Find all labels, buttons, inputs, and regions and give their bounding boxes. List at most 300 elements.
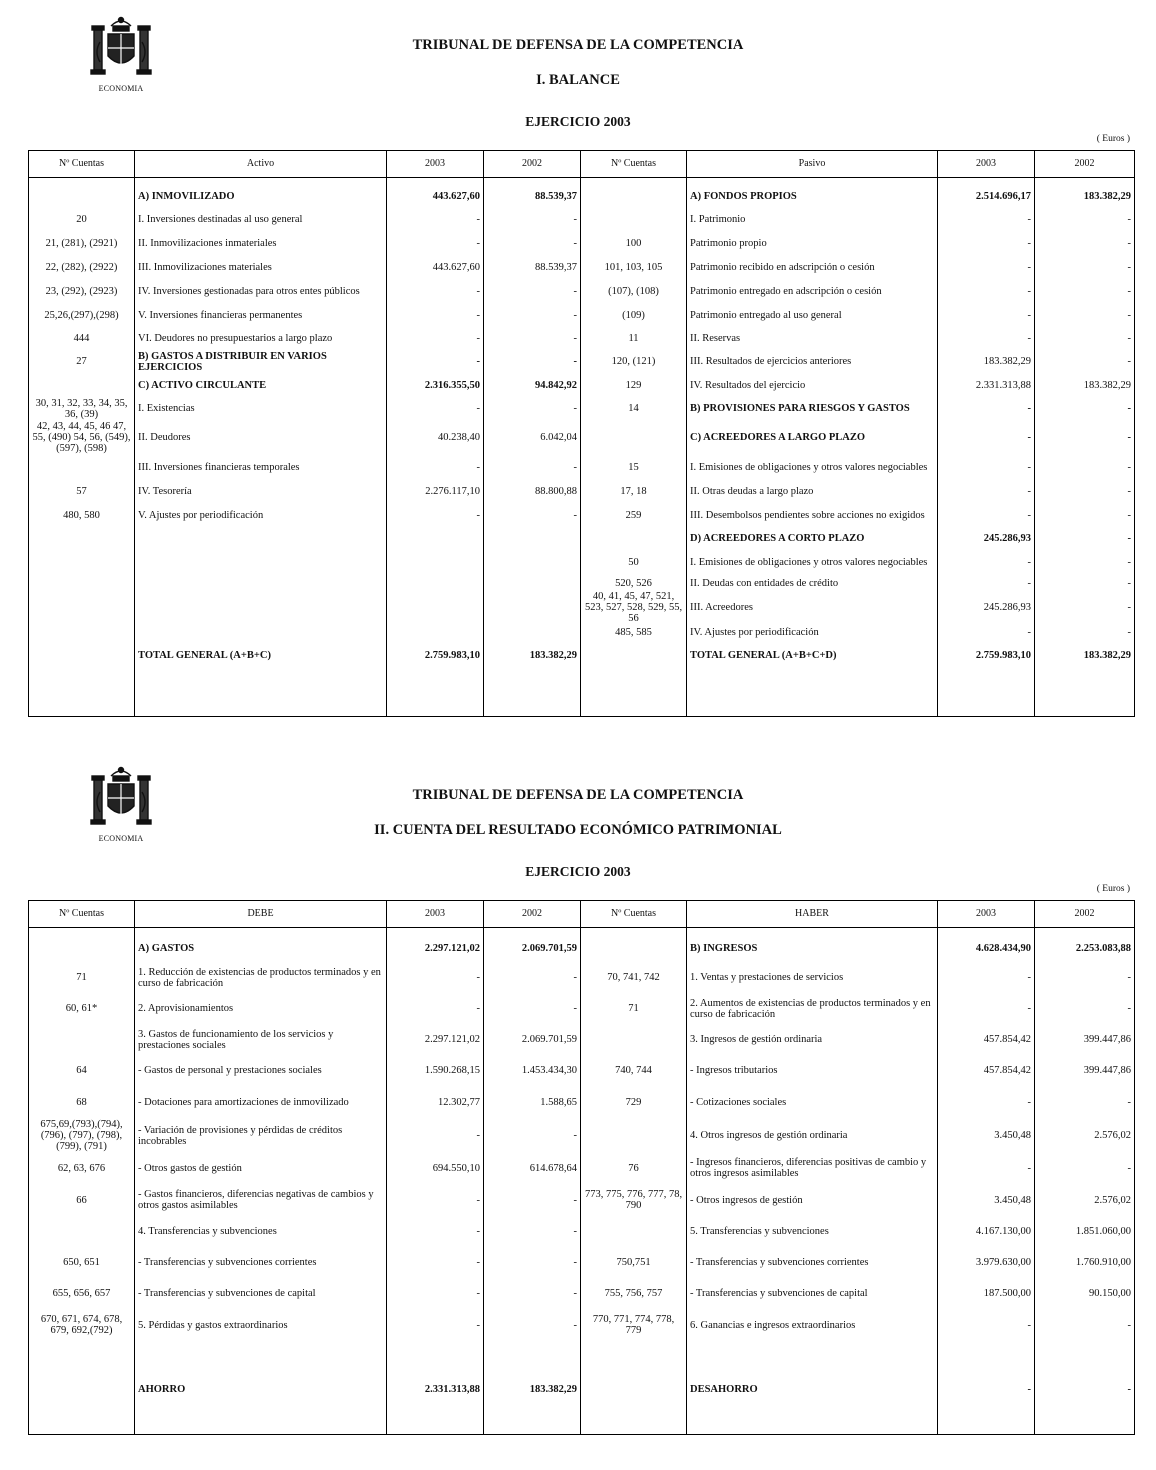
col-header-pasivo-2003: 2003 [938, 151, 1035, 178]
table-row [29, 480, 1135, 502]
account-code-left [29, 1216, 135, 1246]
table-row [29, 624, 1135, 640]
line-item-left: II. Deudores [135, 421, 387, 454]
amount-right-2002: 183.382,29 [1035, 640, 1135, 670]
amount-right-2002: - [1035, 548, 1135, 576]
spacer-cell [29, 670, 135, 717]
fiscal-year: EJERCICIO 2003 [525, 864, 631, 879]
spacer-cell [29, 928, 135, 937]
amount-right-2002: 399.447,86 [1035, 1056, 1135, 1086]
ministry-caption: ECONOMIA [98, 834, 144, 843]
table-row [29, 548, 1135, 576]
line-item-right: III. Desembolsos pendientes sobre acciones no exigidos [687, 502, 938, 528]
income-statement-body [29, 928, 1135, 1435]
amount-right-2003: 2.331.313,88 [938, 374, 1035, 397]
amount-left-2003: - [387, 1119, 484, 1152]
amount-right-2002: - [1035, 994, 1135, 1024]
spacer-cell [387, 178, 484, 187]
account-code-right: 755, 756, 757 [581, 1278, 687, 1308]
account-code-left: 650, 651 [29, 1246, 135, 1278]
amount-left-2003: 2.331.313,88 [387, 1372, 484, 1406]
account-code-right: 259 [581, 502, 687, 528]
amount-left-2002 [484, 1342, 581, 1372]
line-item-right: IV. Resultados del ejercicio [687, 374, 938, 397]
account-code-right: 773, 775, 776, 777, 78, 790 [581, 1184, 687, 1216]
account-code-right [581, 1119, 687, 1152]
account-code-right: 129 [581, 374, 687, 397]
line-item-left: C) ACTIVO CIRCULANTE [135, 374, 387, 397]
amount-right-2003: 4.628.434,90 [938, 936, 1035, 962]
account-code-left: 670, 671, 674, 678, 679, 692,(792) [29, 1308, 135, 1342]
amount-right-2003 [938, 1342, 1035, 1372]
account-code-right [581, 208, 687, 232]
amount-right-2003: 3.979.630,00 [938, 1246, 1035, 1278]
amount-right-2002: 2.576,02 [1035, 1119, 1135, 1152]
amount-left-2003: - [387, 280, 484, 304]
spacer-cell [687, 670, 938, 717]
spacer-cell [484, 178, 581, 187]
balance-body [29, 178, 1135, 717]
line-item-left [135, 548, 387, 576]
amount-left-2002 [484, 528, 581, 548]
spacer-cell [687, 178, 938, 187]
amount-right-2003: - [938, 256, 1035, 280]
fiscal-year: EJERCICIO 2003 [525, 114, 631, 129]
line-item-right [687, 1342, 938, 1372]
amount-left-2002 [484, 590, 581, 624]
ministry-caption: ECONOMIA [98, 84, 144, 93]
spacer-cell [1035, 928, 1135, 937]
table-row [29, 1308, 1135, 1342]
account-code-left [29, 640, 135, 670]
col-header-pasivo-2002: 2002 [1035, 151, 1135, 178]
amount-right-2003: - [938, 280, 1035, 304]
account-code-right: 750,751 [581, 1246, 687, 1278]
amount-left-2002 [484, 548, 581, 576]
col-header-activo: Activo [135, 151, 387, 178]
account-code-left: 27 [29, 350, 135, 374]
line-item-left: I. Existencias [135, 397, 387, 421]
amount-left-2002: - [484, 1216, 581, 1246]
line-item-right: A) FONDOS PROPIOS [687, 186, 938, 208]
amount-left-2003 [387, 1342, 484, 1372]
amount-left-2003 [387, 576, 484, 590]
account-code-right: (107), (108) [581, 280, 687, 304]
line-item-right: - Cotizaciones sociales [687, 1086, 938, 1119]
line-item-right: 5. Transferencias y subvenciones [687, 1216, 938, 1246]
spacer-cell [581, 928, 687, 937]
amount-left-2002: - [484, 1278, 581, 1308]
amount-left-2003: 2.276.117,10 [387, 480, 484, 502]
account-code-left: 66 [29, 1184, 135, 1216]
col-header-debe-2003: 2003 [387, 901, 484, 928]
amount-right-2002: 183.382,29 [1035, 186, 1135, 208]
amount-left-2002: 614.678,64 [484, 1152, 581, 1184]
spacer-cell [687, 1406, 938, 1435]
line-item-left: III. Inversiones financieras temporales [135, 454, 387, 480]
amount-right-2002: - [1035, 232, 1135, 256]
account-code-right: (109) [581, 304, 687, 327]
line-item-right: Patrimonio propio [687, 232, 938, 256]
account-code-left [29, 1342, 135, 1372]
line-item-left: 5. Pérdidas y gastos extraordinarios [135, 1308, 387, 1342]
line-item-right: - Ingresos tributarios [687, 1056, 938, 1086]
amount-right-2002: - [1035, 1086, 1135, 1119]
account-code-right: 729 [581, 1086, 687, 1119]
amount-right-2002: - [1035, 327, 1135, 350]
table-row [29, 528, 1135, 548]
line-item-left: B) GASTOS A DISTRIBUIR EN VARIOS EJERCICIOS [135, 350, 387, 374]
line-item-right: I. Emisiones de obligaciones y otros valores negociables [687, 454, 938, 480]
line-item-left [135, 1342, 387, 1372]
amount-right-2002: 2.576,02 [1035, 1184, 1135, 1216]
account-code-right: 70, 741, 742 [581, 962, 687, 994]
amount-right-2003: - [938, 962, 1035, 994]
account-code-left [29, 528, 135, 548]
amount-right-2002: - [1035, 962, 1135, 994]
table-row [29, 1278, 1135, 1308]
table-header-row [29, 901, 1135, 928]
line-item-right: B) PROVISIONES PARA RIESGOS Y GASTOS [687, 397, 938, 421]
account-code-right [581, 936, 687, 962]
organization-title: TRIBUNAL DE DEFENSA DE LA COMPETENCIA [412, 787, 744, 803]
amount-left-2003: - [387, 232, 484, 256]
account-code-right: 485, 585 [581, 624, 687, 640]
table-row [29, 640, 1135, 670]
amount-left-2003: 443.627,60 [387, 256, 484, 280]
account-code-right: 740, 744 [581, 1056, 687, 1086]
line-item-right: - Ingresos financieros, diferencias positivas de cambio y otros ingresos asimilables [687, 1152, 938, 1184]
spacer-cell [484, 670, 581, 717]
table-row [29, 1086, 1135, 1119]
account-code-right [581, 421, 687, 454]
amount-left-2003: - [387, 502, 484, 528]
amount-right-2002: - [1035, 280, 1135, 304]
amount-right-2003: - [938, 421, 1035, 454]
amount-right-2003: 3.450,48 [938, 1119, 1035, 1152]
amount-left-2003: 2.759.983,10 [387, 640, 484, 670]
amount-right-2003: - [938, 624, 1035, 640]
col-header-haber-2002: 2002 [1035, 901, 1135, 928]
col-header-cuentas-activo: Nº Cuentas [29, 151, 135, 178]
line-item-left [135, 576, 387, 590]
table-row [29, 374, 1135, 397]
account-code-right: 100 [581, 232, 687, 256]
account-code-right: 50 [581, 548, 687, 576]
account-code-left: 57 [29, 480, 135, 502]
amount-left-2002: 183.382,29 [484, 1372, 581, 1406]
amount-right-2002: - [1035, 528, 1135, 548]
table-row [29, 962, 1135, 994]
amount-right-2002: - [1035, 1152, 1135, 1184]
amount-right-2002: - [1035, 1308, 1135, 1342]
spacer-cell [938, 178, 1035, 187]
spacer-cell [135, 928, 387, 937]
col-header-haber-2003: 2003 [938, 901, 1035, 928]
organization-title: TRIBUNAL DE DEFENSA DE LA COMPETENCIA [412, 37, 744, 53]
amount-right-2003: - [938, 576, 1035, 590]
amount-right-2003: 2.514.696,17 [938, 186, 1035, 208]
line-item-right: DESAHORRO [687, 1372, 938, 1406]
spacer-cell [938, 670, 1035, 717]
line-item-left: - Dotaciones para amortizaciones de inmovilizado [135, 1086, 387, 1119]
income-statement-table [28, 900, 1135, 1435]
statement-title: I. BALANCE [536, 72, 620, 88]
line-item-right: 2. Aumentos de existencias de productos terminados y en curso de fabricación [687, 994, 938, 1024]
amount-left-2002: - [484, 1246, 581, 1278]
amount-right-2003: - [938, 1152, 1035, 1184]
amount-left-2002: - [484, 280, 581, 304]
amount-left-2003: 694.550,10 [387, 1152, 484, 1184]
table-row [29, 421, 1135, 454]
amount-right-2002: - [1035, 208, 1135, 232]
amount-left-2002: 88.539,37 [484, 186, 581, 208]
amount-right-2003: - [938, 994, 1035, 1024]
spacer-cell [135, 178, 387, 187]
amount-right-2003: - [938, 548, 1035, 576]
table-row [29, 1152, 1135, 1184]
amount-left-2002 [484, 576, 581, 590]
amount-right-2003: - [938, 480, 1035, 502]
amount-right-2002: 183.382,29 [1035, 374, 1135, 397]
line-item-right: III. Acreedores [687, 590, 938, 624]
amount-left-2002: - [484, 304, 581, 327]
spacer-cell [484, 928, 581, 937]
spacer-cell [29, 1406, 135, 1435]
amount-left-2003: 40.238,40 [387, 421, 484, 454]
account-code-left: 22, (282), (2922) [29, 256, 135, 280]
account-code-right: 520, 526 [581, 576, 687, 590]
spacer-cell [581, 178, 687, 187]
line-item-left: 4. Transferencias y subvenciones [135, 1216, 387, 1246]
table-row [29, 1184, 1135, 1216]
currency-unit: ( Euros ) [1096, 134, 1130, 144]
amount-left-2003 [387, 548, 484, 576]
spacer-cell [1035, 178, 1135, 187]
amount-right-2003: 2.759.983,10 [938, 640, 1035, 670]
account-code-left [29, 576, 135, 590]
line-item-left: III. Inmovilizaciones materiales [135, 256, 387, 280]
amount-left-2002: - [484, 350, 581, 374]
amount-right-2002: - [1035, 397, 1135, 421]
amount-left-2002: 88.539,37 [484, 256, 581, 280]
amount-right-2003: - [938, 232, 1035, 256]
amount-left-2003: - [387, 994, 484, 1024]
line-item-right: - Transferencias y subvenciones de capital [687, 1278, 938, 1308]
amount-right-2003: - [938, 304, 1035, 327]
line-item-right: II. Reservas [687, 327, 938, 350]
line-item-left [135, 528, 387, 548]
amount-right-2002: - [1035, 502, 1135, 528]
amount-right-2003: 245.286,93 [938, 590, 1035, 624]
spacer-cell [387, 1406, 484, 1435]
line-item-left: AHORRO [135, 1372, 387, 1406]
line-item-left: - Transferencias y subvenciones de capital [135, 1278, 387, 1308]
amount-right-2003: - [938, 397, 1035, 421]
table-row [29, 186, 1135, 208]
account-code-right: 40, 41, 45, 47, 521, 523, 527, 528, 529, 55, 56 [581, 590, 687, 624]
line-item-right: 3. Ingresos de gestión ordinaria [687, 1024, 938, 1056]
line-item-right: II. Otras deudas a largo plazo [687, 480, 938, 502]
line-item-right: I. Emisiones de obligaciones y otros valores negociables [687, 548, 938, 576]
amount-left-2002: - [484, 962, 581, 994]
amount-right-2003: - [938, 454, 1035, 480]
line-item-right: - Otros ingresos de gestión [687, 1184, 938, 1216]
spacer-row [29, 1406, 1135, 1435]
amount-right-2003: 4.167.130,00 [938, 1216, 1035, 1246]
table-row [29, 1024, 1135, 1056]
amount-left-2002: 1.453.434,30 [484, 1056, 581, 1086]
table-row [29, 397, 1135, 421]
amount-right-2002: 2.253.083,88 [1035, 936, 1135, 962]
table-row [29, 454, 1135, 480]
spacer-cell [938, 928, 1035, 937]
line-item-left: V. Inversiones financieras permanentes [135, 304, 387, 327]
amount-right-2002: - [1035, 454, 1135, 480]
table-row [29, 256, 1135, 280]
amount-left-2003: - [387, 1184, 484, 1216]
table-row [29, 1056, 1135, 1086]
line-item-right: Patrimonio entregado al uso general [687, 304, 938, 327]
line-item-right: 1. Ventas y prestaciones de servicios [687, 962, 938, 994]
table-row [29, 232, 1135, 256]
line-item-right: Patrimonio entregado en adscripción o cesión [687, 280, 938, 304]
table-row [29, 1216, 1135, 1246]
amount-right-2002 [1035, 1342, 1135, 1372]
spacer-cell [29, 178, 135, 187]
amount-left-2003: - [387, 1278, 484, 1308]
table-row [29, 502, 1135, 528]
line-item-left: II. Inmovilizaciones inmateriales [135, 232, 387, 256]
amount-left-2002: 94.842,92 [484, 374, 581, 397]
amount-right-2003: 457.854,42 [938, 1056, 1035, 1086]
account-code-right: 76 [581, 1152, 687, 1184]
amount-right-2002: 90.150,00 [1035, 1278, 1135, 1308]
amount-left-2002: - [484, 502, 581, 528]
line-item-right: III. Resultados de ejercicios anteriores [687, 350, 938, 374]
account-code-left [29, 1372, 135, 1406]
account-code-left: 25,26,(297),(298) [29, 304, 135, 327]
spacer-cell [484, 1406, 581, 1435]
amount-right-2002: - [1035, 304, 1135, 327]
amount-left-2002: - [484, 232, 581, 256]
amount-right-2002: - [1035, 590, 1135, 624]
col-header-haber: HABER [687, 901, 938, 928]
amount-right-2003: 183.382,29 [938, 350, 1035, 374]
amount-right-2003: 3.450,48 [938, 1184, 1035, 1216]
account-code-left: 68 [29, 1086, 135, 1119]
account-code-left [29, 936, 135, 962]
amount-right-2002: - [1035, 256, 1135, 280]
col-header-debe-2002: 2002 [484, 901, 581, 928]
balance-table [28, 150, 1135, 717]
line-item-right: D) ACREEDORES A CORTO PLAZO [687, 528, 938, 548]
spacer-row [29, 928, 1135, 937]
line-item-right: Patrimonio recibido en adscripción o cesión [687, 256, 938, 280]
line-item-right: IV. Ajustes por periodificación [687, 624, 938, 640]
account-code-right: 17, 18 [581, 480, 687, 502]
amount-left-2002: - [484, 397, 581, 421]
line-item-left: - Variación de provisiones y pérdidas de créditos incobrables [135, 1119, 387, 1152]
account-code-left [29, 548, 135, 576]
table-row [29, 1119, 1135, 1152]
spacer-cell [1035, 1406, 1135, 1435]
account-code-right: 770, 771, 774, 778, 779 [581, 1308, 687, 1342]
spacer-cell [687, 928, 938, 937]
account-code-left: 444 [29, 327, 135, 350]
account-code-right [581, 1024, 687, 1056]
table-row [29, 350, 1135, 374]
line-item-left: VI. Deudores no presupuestarios a largo plazo [135, 327, 387, 350]
statement-title: II. CUENTA DEL RESULTADO ECONÓMICO PATRIMONIAL [374, 822, 782, 838]
amount-right-2003: - [938, 1086, 1035, 1119]
amount-right-2002: - [1035, 624, 1135, 640]
line-item-left: A) GASTOS [135, 936, 387, 962]
amount-right-2002: - [1035, 576, 1135, 590]
amount-right-2002: - [1035, 1372, 1135, 1406]
amount-left-2002: 2.069.701,59 [484, 936, 581, 962]
spacer-cell [938, 1406, 1035, 1435]
amount-right-2003: - [938, 327, 1035, 350]
line-item-left: A) INMOVILIZADO [135, 186, 387, 208]
account-code-right: 120, (121) [581, 350, 687, 374]
amount-left-2003: - [387, 1246, 484, 1278]
spacer-cell [581, 670, 687, 717]
account-code-left: 60, 61* [29, 994, 135, 1024]
amount-left-2003: - [387, 327, 484, 350]
line-item-right: C) ACREEDORES A LARGO PLAZO [687, 421, 938, 454]
account-code-left [29, 374, 135, 397]
account-code-right [581, 1372, 687, 1406]
amount-right-2003: - [938, 1372, 1035, 1406]
table-row [29, 280, 1135, 304]
amount-left-2003: - [387, 454, 484, 480]
amount-left-2003: 1.590.268,15 [387, 1056, 484, 1086]
amount-left-2002 [484, 624, 581, 640]
col-header-cuentas-pasivo: Nº Cuentas [581, 151, 687, 178]
table-row [29, 327, 1135, 350]
amount-left-2003 [387, 528, 484, 548]
col-header-debe: DEBE [135, 901, 387, 928]
line-item-left: - Otros gastos de gestión [135, 1152, 387, 1184]
amount-right-2003: - [938, 208, 1035, 232]
amount-left-2003: 2.297.121,02 [387, 1024, 484, 1056]
account-code-left: 30, 31, 32, 33, 34, 35, 36, (39) [29, 397, 135, 421]
line-item-left: - Transferencias y subvenciones corrientes [135, 1246, 387, 1278]
amount-left-2002: 2.069.701,59 [484, 1024, 581, 1056]
account-code-left: 71 [29, 962, 135, 994]
amount-left-2003: 2.316.355,50 [387, 374, 484, 397]
amount-right-2002: 1.760.910,00 [1035, 1246, 1135, 1278]
account-code-left: 42, 43, 44, 45, 46 47, 55, (490) 54, 56, (549), (597), (598) [29, 421, 135, 454]
line-item-left: I. Inversiones destinadas al uso general [135, 208, 387, 232]
amount-left-2002: - [484, 994, 581, 1024]
amount-left-2003: - [387, 962, 484, 994]
amount-left-2002: 6.042,04 [484, 421, 581, 454]
line-item-left: IV. Inversiones gestionadas para otros entes públicos [135, 280, 387, 304]
line-item-right: - Transferencias y subvenciones corrientes [687, 1246, 938, 1278]
amount-right-2002: 1.851.060,00 [1035, 1216, 1135, 1246]
account-code-right [581, 528, 687, 548]
table-row [29, 1246, 1135, 1278]
account-code-left [29, 1024, 135, 1056]
table-row [29, 576, 1135, 590]
account-code-right: 101, 103, 105 [581, 256, 687, 280]
account-code-left: 62, 63, 676 [29, 1152, 135, 1184]
line-item-left: 1. Reducción de existencias de productos terminados y en curso de fabricación [135, 962, 387, 994]
amount-left-2002: 1.588,65 [484, 1086, 581, 1119]
table-row [29, 304, 1135, 327]
